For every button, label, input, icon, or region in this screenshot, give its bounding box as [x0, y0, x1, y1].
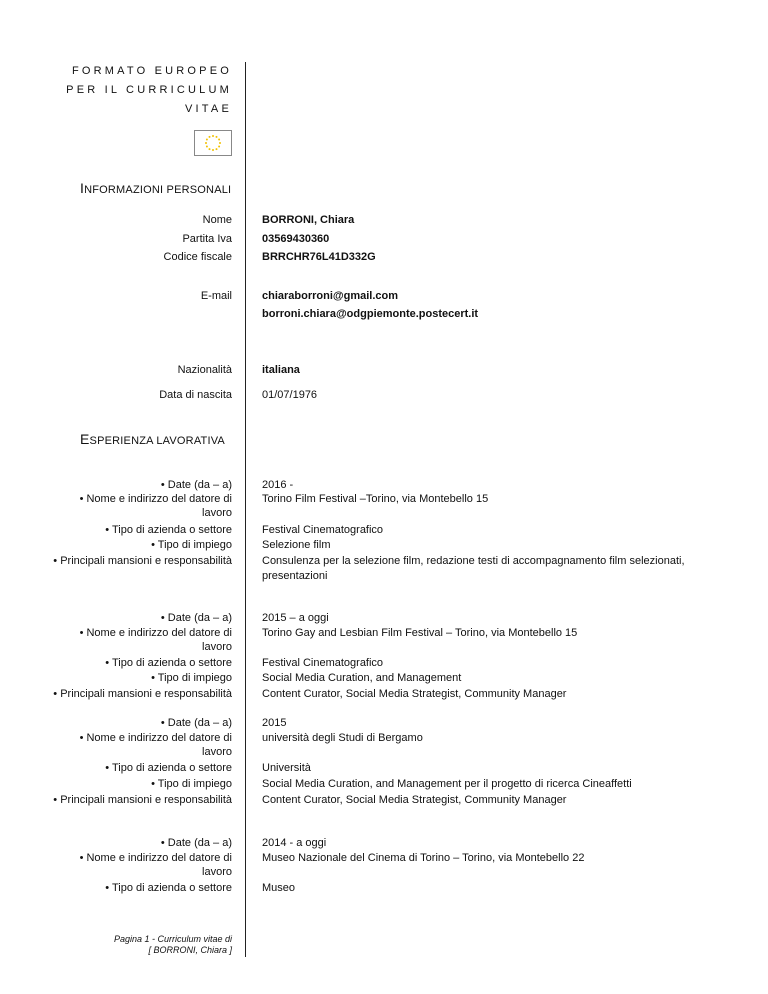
label-employer-cont: lavoro [202, 866, 232, 878]
label-duties: • Principali mansioni e responsabilità [53, 688, 232, 700]
label-duties: • Principali mansioni e responsabilità [53, 555, 232, 567]
entry-1-sector: Festival Cinematografico [262, 524, 384, 536]
value-data-nascita: 01/07/1976 [262, 389, 318, 401]
value-partita-iva: 03569430360 [262, 233, 330, 245]
column-divider [245, 62, 246, 957]
entry-2-job-type: Social Media Curation, and Management [262, 672, 462, 684]
label-dates: • Date (da – a) [160, 612, 232, 624]
label-sector: • Tipo di azienda o settore [105, 657, 232, 669]
entry-4-sector: Museo [262, 882, 296, 894]
entry-4-dates: 2014 - a oggi [262, 837, 327, 849]
section-work-experience: ESPERIENZA LAVORATIVA [80, 431, 225, 447]
label-dates: • Date (da – a) [160, 717, 232, 729]
label-job-type: • Tipo di impiego [151, 672, 232, 684]
cv-title-line-2: PER IL CURRICULUM [66, 84, 232, 96]
label-partita-iva: Partita Iva [182, 233, 232, 245]
entry-3-sector: Università [262, 762, 311, 774]
cv-title-line-1: FORMATO EUROPEO [71, 65, 232, 77]
label-sector: • Tipo di azienda o settore [105, 762, 232, 774]
value-email-1: chiaraborroni@gmail.com [262, 290, 399, 302]
value-nome: BORRONI, Chiara [262, 214, 355, 226]
entry-1-employer: Torino Film Festival –Torino, via Montebello 15 [262, 493, 489, 505]
label-sector: • Tipo di azienda o settore [105, 882, 232, 894]
label-sector: • Tipo di azienda o settore [105, 524, 232, 536]
label-employer: • Nome e indirizzo del datore di [79, 493, 232, 505]
label-nazionalita: Nazionalità [177, 364, 232, 376]
entry-2-employer: Torino Gay and Lesbian Film Festival – Torino, via Montebello 15 [262, 627, 578, 639]
entry-3-duties: Content Curator, Social Media Strategist, Community Manager [262, 794, 567, 806]
entry-1-job-type: Selezione film [262, 539, 331, 551]
label-dates: • Date (da – a) [160, 837, 232, 849]
entry-1-duties-cont: presentazioni [262, 570, 328, 582]
entry-4-employer: Museo Nazionale del Cinema di Torino – Torino, via Montebello 22 [262, 852, 585, 864]
label-employer: • Nome e indirizzo del datore di [79, 627, 232, 639]
label-nome: Nome [202, 214, 232, 226]
label-employer: • Nome e indirizzo del datore di [79, 732, 232, 744]
entry-3-employer: università degli Studi di Bergamo [262, 732, 423, 744]
label-employer-cont: lavoro [202, 641, 232, 653]
label-email: E-mail [200, 290, 232, 302]
value-email-2: borroni.chiara@odgpiemonte.postecert.it [262, 308, 479, 320]
eu-flag-icon [194, 130, 232, 156]
entry-1-duties: Consulenza per la selezione film, redazione testi di accompagnamento film selezionati, [262, 555, 685, 567]
label-employer: • Nome e indirizzo del datore di [79, 852, 232, 864]
value-nazionalita: italiana [262, 364, 300, 376]
entry-3-job-type: Social Media Curation, and Management per il progetto di ricerca Cineaffetti [262, 778, 632, 790]
label-employer-cont: lavoro [202, 746, 232, 758]
label-data-nascita: Data di nascita [159, 389, 232, 401]
footer-line-2: [ BORRONI, Chiara ] [148, 945, 232, 955]
value-codice-fiscale: BRRCHR76L41D332G [262, 251, 376, 263]
footer-line-1: Pagina 1 - Curriculum vitae di [113, 934, 232, 944]
label-job-type: • Tipo di impiego [151, 539, 232, 551]
entry-2-dates: 2015 – a oggi [262, 612, 329, 624]
label-job-type: • Tipo di impiego [151, 778, 232, 790]
section-personal-info: INFORMAZIONI PERSONALI [80, 180, 232, 196]
cv-title-line-3: VITAE [185, 103, 232, 115]
label-codice-fiscale: Codice fiscale [163, 251, 232, 263]
entry-2-duties: Content Curator, Social Media Strategist, Community Manager [262, 688, 567, 700]
entry-1-dates: 2016 - [262, 479, 294, 491]
label-dates: • Date (da – a) [160, 479, 232, 491]
label-duties: • Principali mansioni e responsabilità [53, 794, 232, 806]
page-footer [80, 934, 232, 956]
label-employer-cont: lavoro [202, 507, 232, 519]
entry-2-sector: Festival Cinematografico [262, 657, 384, 669]
entry-3-dates: 2015 [262, 717, 287, 729]
